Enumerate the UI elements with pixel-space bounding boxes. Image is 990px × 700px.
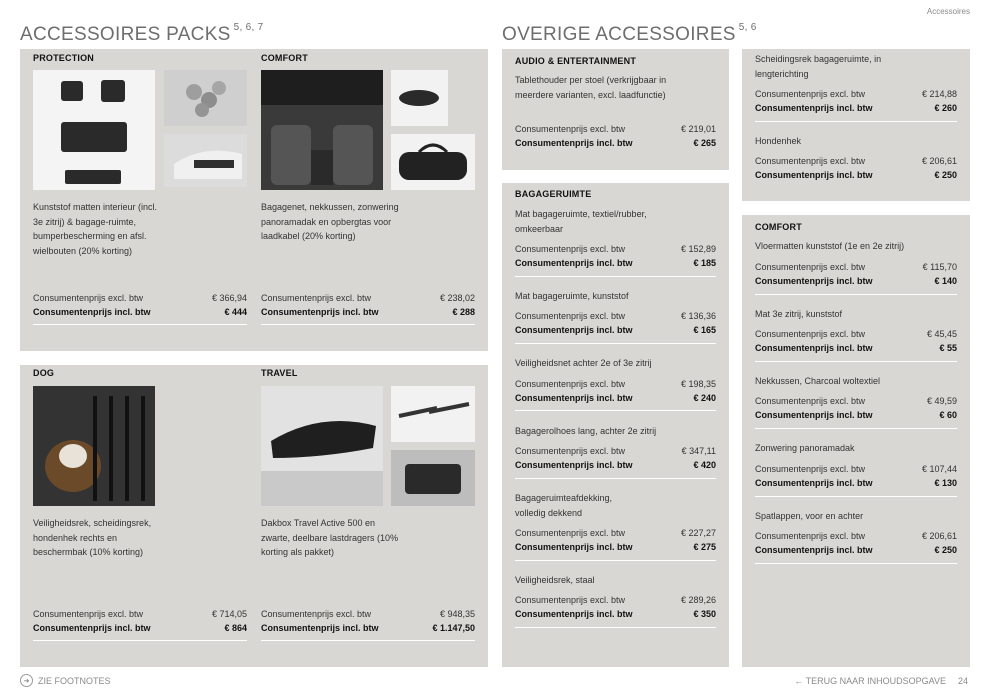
price-value: € 864	[224, 623, 247, 633]
price-label: Consumentenprijs excl. btw	[755, 156, 866, 166]
pack-desc-comfort: Bagagenet, nekkussen, zonwering panoramadak en opbergtas voor laadkabel (20% korting)	[261, 202, 399, 241]
price-excl-row	[515, 122, 716, 136]
price-value: € 275	[693, 542, 716, 552]
divider	[755, 121, 957, 122]
price-value: € 214,88	[921, 89, 957, 99]
divider	[515, 560, 716, 561]
divider	[33, 640, 247, 641]
divider	[515, 627, 716, 628]
pack-desc-protection: Kunststof matten interieur (incl. 3e zitrij) & bagage-ruimte, bumperbescherming en afsl. wielbouten (20% korting)	[33, 202, 158, 256]
price-label: Consumentenprijs incl. btw	[755, 545, 873, 555]
price-value: € 1.147,50	[432, 623, 475, 633]
audio-panel	[502, 49, 729, 170]
comfort-heading: COMFORT	[755, 222, 802, 232]
accessory-title: Mat bagageruimte, textiel/rubber, omkeerbaar	[515, 209, 647, 234]
price-value: € 60	[939, 410, 957, 420]
price-value: € 115,70	[922, 262, 957, 272]
price-label: Consumentenprijs excl. btw	[515, 595, 626, 605]
section-title-other	[502, 24, 757, 46]
price-value: € 45,45	[926, 329, 957, 339]
divider	[755, 361, 957, 362]
price-label: Consumentenprijs incl. btw	[261, 623, 379, 633]
roof-box-image	[261, 386, 383, 506]
price-label: Consumentenprijs excl. btw	[755, 89, 866, 99]
bagage-heading: BAGAGERUIMTE	[515, 189, 592, 199]
price-label: Consumentenprijs excl. btw	[515, 244, 626, 254]
price-incl-row	[515, 323, 716, 337]
price-excl-row	[755, 154, 957, 168]
price-value: € 444	[224, 307, 247, 317]
price-value: € 219,01	[680, 124, 716, 134]
price-label: Consumentenprijs incl. btw	[755, 478, 873, 488]
accessory-title: Hondenhek	[755, 136, 802, 146]
divider	[33, 324, 247, 325]
price-value: € 250	[934, 170, 957, 180]
price-incl-row	[515, 540, 716, 554]
price-incl-row	[515, 256, 716, 270]
divider	[261, 640, 475, 641]
price-incl-row	[755, 274, 957, 288]
footnotes-link-label: ZIE FOOTNOTES	[38, 675, 111, 686]
price-incl-row	[515, 458, 716, 472]
price-excl-row	[515, 593, 716, 607]
price-value: € 289,26	[680, 595, 716, 605]
price-excl-row	[261, 607, 475, 621]
price-label: Consumentenprijs excl. btw	[261, 609, 372, 619]
price-value: € 238,02	[439, 293, 475, 303]
price-label: Consumentenprijs incl. btw	[515, 138, 633, 148]
cargo-area-image	[391, 450, 475, 506]
pack-heading-protection: PROTECTION	[33, 53, 95, 63]
price-value: € 288	[452, 307, 475, 317]
bumper-protection-image	[164, 134, 247, 187]
divider	[515, 478, 716, 479]
price-excl-row	[261, 291, 475, 305]
divider	[755, 428, 957, 429]
car-interior-image	[261, 70, 383, 190]
section-title-packs	[20, 24, 264, 46]
accessory-title: Mat 3e zitrij, kunststof	[755, 309, 843, 319]
price-label: Consumentenprijs incl. btw	[33, 307, 151, 317]
accessory-title: Mat bagageruimte, kunststof	[515, 291, 629, 301]
price-value: € 350	[693, 609, 716, 619]
price-value: € 227,27	[680, 528, 716, 538]
section-title-text: OVERIGE ACCESSOIRES	[502, 24, 736, 45]
audio-heading: AUDIO & ENTERTAINMENT	[515, 56, 637, 66]
price-label: Consumentenprijs incl. btw	[515, 325, 633, 335]
price-label: Consumentenprijs incl. btw	[755, 410, 873, 420]
price-value: € 714,05	[211, 609, 247, 619]
price-label: Consumentenprijs incl. btw	[33, 623, 151, 633]
pack-heading-comfort: COMFORT	[261, 53, 308, 63]
price-excl-row	[755, 260, 957, 274]
price-value: € 55	[939, 343, 957, 353]
divider	[515, 410, 716, 411]
pack-desc-dog: Veiligheidsrek, scheidingsrek, hondenhek rechts en beschermbak (10% korting)	[33, 518, 152, 557]
price-label: Consumentenprijs excl. btw	[33, 293, 144, 303]
price-label: Consumentenprijs incl. btw	[755, 343, 873, 353]
wheel-bolts-image	[164, 70, 247, 126]
price-incl-row	[755, 543, 957, 557]
accessory-title: Bagagerolhoes lang, achter 2e zitrij	[515, 426, 657, 436]
price-incl-row	[33, 621, 247, 635]
price-label: Consumentenprijs excl. btw	[515, 124, 626, 134]
price-value: € 49,59	[926, 396, 957, 406]
price-incl-row	[755, 408, 957, 422]
page-section-label: Accessoires	[926, 7, 970, 16]
price-label: Consumentenprijs excl. btw	[515, 446, 626, 456]
divider	[515, 276, 716, 277]
back-to-contents-link[interactable]	[794, 676, 946, 686]
price-value: € 366,94	[211, 293, 247, 303]
price-label: Consumentenprijs excl. btw	[33, 609, 144, 619]
divider	[755, 563, 957, 564]
price-value: € 185	[693, 258, 716, 268]
accessory-title: Veiligheidsnet achter 2e of 3e zitrij	[515, 358, 652, 368]
price-label: Consumentenprijs excl. btw	[515, 311, 626, 321]
accessory-title: Tablethouder per stoel (verkrijgbaar in meerdere varianten, excl. laadfunctie)	[515, 75, 667, 100]
price-incl-row	[755, 476, 957, 490]
price-excl-row	[515, 242, 716, 256]
neck-pillow-image	[391, 70, 448, 126]
price-value: € 347,11	[681, 446, 716, 456]
storage-bag-image	[391, 134, 475, 190]
pack-heading-dog: DOG	[33, 368, 55, 378]
price-value: € 198,35	[680, 379, 716, 389]
price-incl-row	[755, 341, 957, 355]
price-excl-row	[755, 529, 957, 543]
price-value: € 420	[693, 460, 716, 470]
price-value: € 260	[934, 103, 957, 113]
price-excl-row	[755, 462, 957, 476]
price-label: Consumentenprijs excl. btw	[755, 262, 866, 272]
price-incl-row	[261, 305, 475, 319]
price-value: € 140	[934, 276, 957, 286]
divider	[515, 343, 716, 344]
price-label: Consumentenprijs excl. btw	[755, 464, 866, 474]
price-excl-row	[515, 526, 716, 540]
back-to-contents-label: TERUG NAAR INHOUDSOPGAVE	[805, 676, 946, 686]
price-label: Consumentenprijs incl. btw	[515, 460, 633, 470]
price-excl-row	[33, 607, 247, 621]
price-excl-row	[755, 87, 957, 101]
price-label: Consumentenprijs incl. btw	[755, 276, 873, 286]
accessory-title: Veiligheidsrek, staal	[515, 575, 595, 585]
section-title-text: ACCESSOIRES PACKS	[20, 24, 231, 45]
price-incl-row	[515, 391, 716, 405]
price-label: Consumentenprijs incl. btw	[261, 307, 379, 317]
price-label: Consumentenprijs excl. btw	[755, 329, 866, 339]
dog-gate-image	[33, 386, 155, 506]
price-value: € 250	[934, 545, 957, 555]
accessory-title: Bagageruimteafdekking, volledig dekkend	[515, 493, 613, 518]
price-excl-row	[515, 377, 716, 391]
price-excl-row	[515, 309, 716, 323]
roof-bars-image	[391, 386, 475, 442]
price-label: Consumentenprijs incl. btw	[515, 393, 633, 403]
price-value: € 240	[693, 393, 716, 403]
price-value: € 206,61	[921, 156, 957, 166]
price-label: Consumentenprijs excl. btw	[755, 396, 866, 406]
price-label: Consumentenprijs excl. btw	[515, 528, 626, 538]
price-incl-row	[755, 168, 957, 182]
price-excl-row	[755, 327, 957, 341]
footer-nav	[794, 676, 968, 686]
price-label: Consumentenprijs incl. btw	[515, 542, 633, 552]
divider	[261, 324, 475, 325]
pack-heading-travel: TRAVEL	[261, 368, 298, 378]
price-excl-row	[515, 444, 716, 458]
price-label: Consumentenprijs excl. btw	[261, 293, 372, 303]
accessory-title: Nekkussen, Charcoal woltextiel	[755, 376, 881, 386]
price-incl-row	[261, 621, 475, 635]
arrow-right-circle-icon: ➜	[20, 674, 33, 687]
price-incl-row	[33, 305, 247, 319]
price-label: Consumentenprijs excl. btw	[515, 379, 626, 389]
accessory-title: Spatlappen, voor en achter	[755, 511, 864, 521]
accessory-title: Zonwering panoramadak	[755, 443, 855, 453]
accessory-title: Scheidingsrek bagageruimte, in lengterichting	[755, 54, 882, 79]
price-value: € 107,44	[921, 464, 957, 474]
price-incl-row	[755, 101, 957, 115]
price-value: € 165	[693, 325, 716, 335]
divider	[755, 496, 957, 497]
price-excl-row	[33, 291, 247, 305]
footnote-refs: 5, 6, 7	[233, 22, 264, 33]
arrow-left-icon: ←	[794, 676, 804, 686]
price-label: Consumentenprijs excl. btw	[755, 531, 866, 541]
price-value: € 136,36	[680, 311, 716, 321]
page-number: 24	[957, 676, 968, 686]
accessory-title: Vloermatten kunststof (1e en 2e zitrij)	[755, 241, 905, 251]
price-excl-row	[755, 394, 957, 408]
price-incl-row	[515, 136, 716, 150]
price-label: Consumentenprijs incl. btw	[755, 103, 873, 113]
price-value: € 130	[934, 478, 957, 488]
price-value: € 948,35	[439, 609, 475, 619]
price-label: Consumentenprijs incl. btw	[515, 609, 633, 619]
footnotes-link[interactable]	[20, 674, 111, 687]
price-label: Consumentenprijs incl. btw	[515, 258, 633, 268]
price-incl-row	[515, 607, 716, 621]
price-value: € 265	[693, 138, 716, 148]
price-value: € 206,61	[921, 531, 957, 541]
divider	[755, 294, 957, 295]
footnote-refs: 5, 6	[738, 22, 757, 33]
floor-mats-image	[33, 70, 155, 190]
pack-desc-travel: Dakbox Travel Active 500 en zwarte, deelbare lastdragers (10% korting als pakket)	[261, 518, 399, 557]
price-label: Consumentenprijs incl. btw	[755, 170, 873, 180]
price-value: € 152,89	[680, 244, 716, 254]
